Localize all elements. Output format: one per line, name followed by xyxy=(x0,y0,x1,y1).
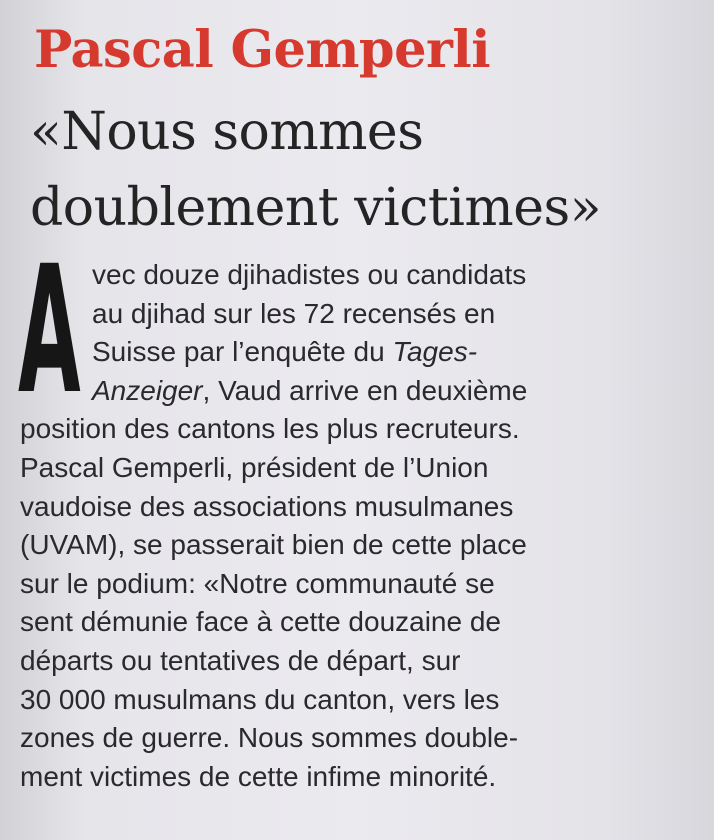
person-name-heading: Pascal Gemperli xyxy=(34,20,491,80)
body-line-12: 30 000 musulmans du canton, vers les xyxy=(20,683,500,715)
drop-cap-letter: A xyxy=(18,228,81,433)
body-line-13: zones de guerre. Nous sommes double- xyxy=(20,722,519,754)
body-line-9: sur le podium: «Notre communauté se xyxy=(20,567,495,599)
body-line-10: sent démunie face à cette douzaine de xyxy=(20,606,502,638)
body-line-5: position des cantons les plus recruteurs. xyxy=(20,413,520,445)
body-line-11: départs ou tentatives de départ, sur xyxy=(20,644,461,676)
body-line-7: vaudoise des associations musulmanes xyxy=(20,490,514,522)
body-line-2: au djihad sur les 72 recensés en xyxy=(92,297,496,329)
quote-headline-line-1: «Nous sommes xyxy=(30,102,424,162)
newspaper-title-part-1: Tages- xyxy=(392,336,478,368)
body-line-4-text: , Vaud arrive en deuxième xyxy=(202,374,528,406)
quote-headline-line-2: doublement victimes» xyxy=(30,178,602,238)
quote-headline xyxy=(30,94,601,246)
body-line-1: vec douze djihadistes ou candidats xyxy=(92,259,527,290)
body-line-3 xyxy=(20,333,700,372)
body-line-8: (UVAM), se passerait bien de cette place xyxy=(20,529,527,561)
body-line-4 xyxy=(20,372,700,411)
newspaper-title-part-2: Anzeiger xyxy=(92,374,203,406)
body-line-3-text: Suisse par l’enquête du xyxy=(92,336,393,368)
body-line-6: Pascal Gemperli, président de l’Union xyxy=(20,451,489,483)
article-body xyxy=(18,228,700,796)
body-line-14: ment victimes de cette infime minorité. xyxy=(20,760,497,792)
